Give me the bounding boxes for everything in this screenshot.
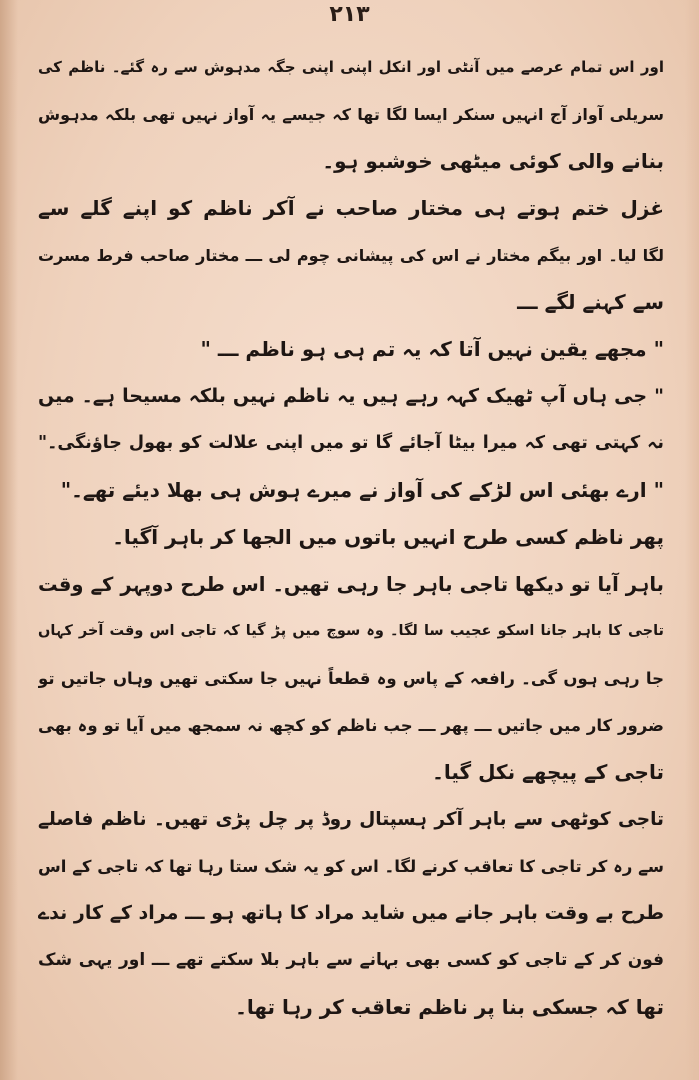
text-line-21: تھا کہ جسکی بنا پر ناظم تعاقب کر رہا تھا۔: [235, 995, 664, 1019]
text-line-17: تاجی کوٹھی سے باہر آکر ہسپتال روڈ پر چل پڑی تھیں۔ ناظم فاصلے: [38, 809, 664, 830]
text-line-18: سے رہ کر تاجی کا تعاقب کرنے لگا۔ اس کو یہ شک ستا رہا تھا کہ تاجی کے اس: [38, 857, 664, 876]
text-line-8: " جی ہاں آپ ٹھیک کہہ رہے ہیں یہ ناظم نہیں بلکہ مسیحا ہے۔ میں: [38, 385, 664, 407]
page-text: [38, 44, 664, 1031]
text-line-11: پھر ناظم کسی طرح انہیں باتوں میں الجھا کر باہر آگیا۔: [112, 525, 664, 549]
text-line-19: طرح بے وقت باہر جانے میں شاید مراد کا ہاتھ ہو ـــ مراد کے کار ندے: [38, 902, 664, 924]
text-line-7: " مجھے یقین نہیں آتا کہ یہ تم ہی ہو ناظم ـــ ": [200, 337, 664, 361]
text-line-1: اور اس تمام عرصے میں آنٹی اور انکل اپنی اپنی جگہ مدہوش سے رہ گئے۔ ناظم کی: [38, 58, 664, 76]
text-line-9: نہ کہتی تھی کہ میرا بیٹا آجائے گا تو میں اپنی علالت کو بھول جاؤنگی۔": [38, 433, 664, 453]
text-line-20: فون کر کے تاجی کو کسی بھی بہانے سے باہر بلا سکتے تھے ـــ اور یہی شک: [38, 950, 664, 970]
text-line-6: سے کہنے لگے ـــ: [517, 290, 664, 314]
text-line-2: سریلی آواز آج انہیں سنکر ایسا لگا تھا کہ جیسے یہ آواز نہیں تھی بلکہ مدہوش: [38, 105, 664, 124]
text-line-14: جا رہی ہوں گی۔ رافعہ کے پاس وہ قطعاً نہیں جا سکتی تھیں وہاں جاتیں تو: [38, 669, 664, 688]
text-line-3: بنانے والی کوئی میٹھی خوشبو ہو۔: [322, 149, 664, 173]
text-line-13: تاجی کا باہر جانا اسکو عجیب سا لگا۔ وہ سوچ میں پڑ گیا کہ تاجی اس وقت آخر کہاں: [38, 623, 664, 639]
text-line-4: غزل ختم ہوتے ہی مختار صاحب نے آکر ناظم کو اپنے گلے سے: [38, 196, 664, 220]
text-line-16: تاجی کے پیچھے نکل گیا۔: [432, 760, 664, 784]
page-number: ۲۱۳: [329, 2, 370, 27]
text-line-15: ضرور کار میں جاتیں ـــ پھر ـــ جب ناظم کو کچھ نہ سمجھ میں آیا تو وہ بھی: [38, 716, 664, 735]
text-line-5: لگا لیا۔ اور بیگم مختار نے اس کی پیشانی چوم لی ـــ مختار صاحب فرط مسرت: [38, 246, 664, 265]
text-line-12: باہر آیا تو دیکھا تاجی باہر جا رہی تھیں۔ اس طرح دوپہر کے وقت: [38, 573, 664, 596]
text-line-10: " ارے بھئی اس لڑکے کی آواز نے میرے ہوش ہی بھلا دیئے تھے۔": [60, 478, 664, 502]
